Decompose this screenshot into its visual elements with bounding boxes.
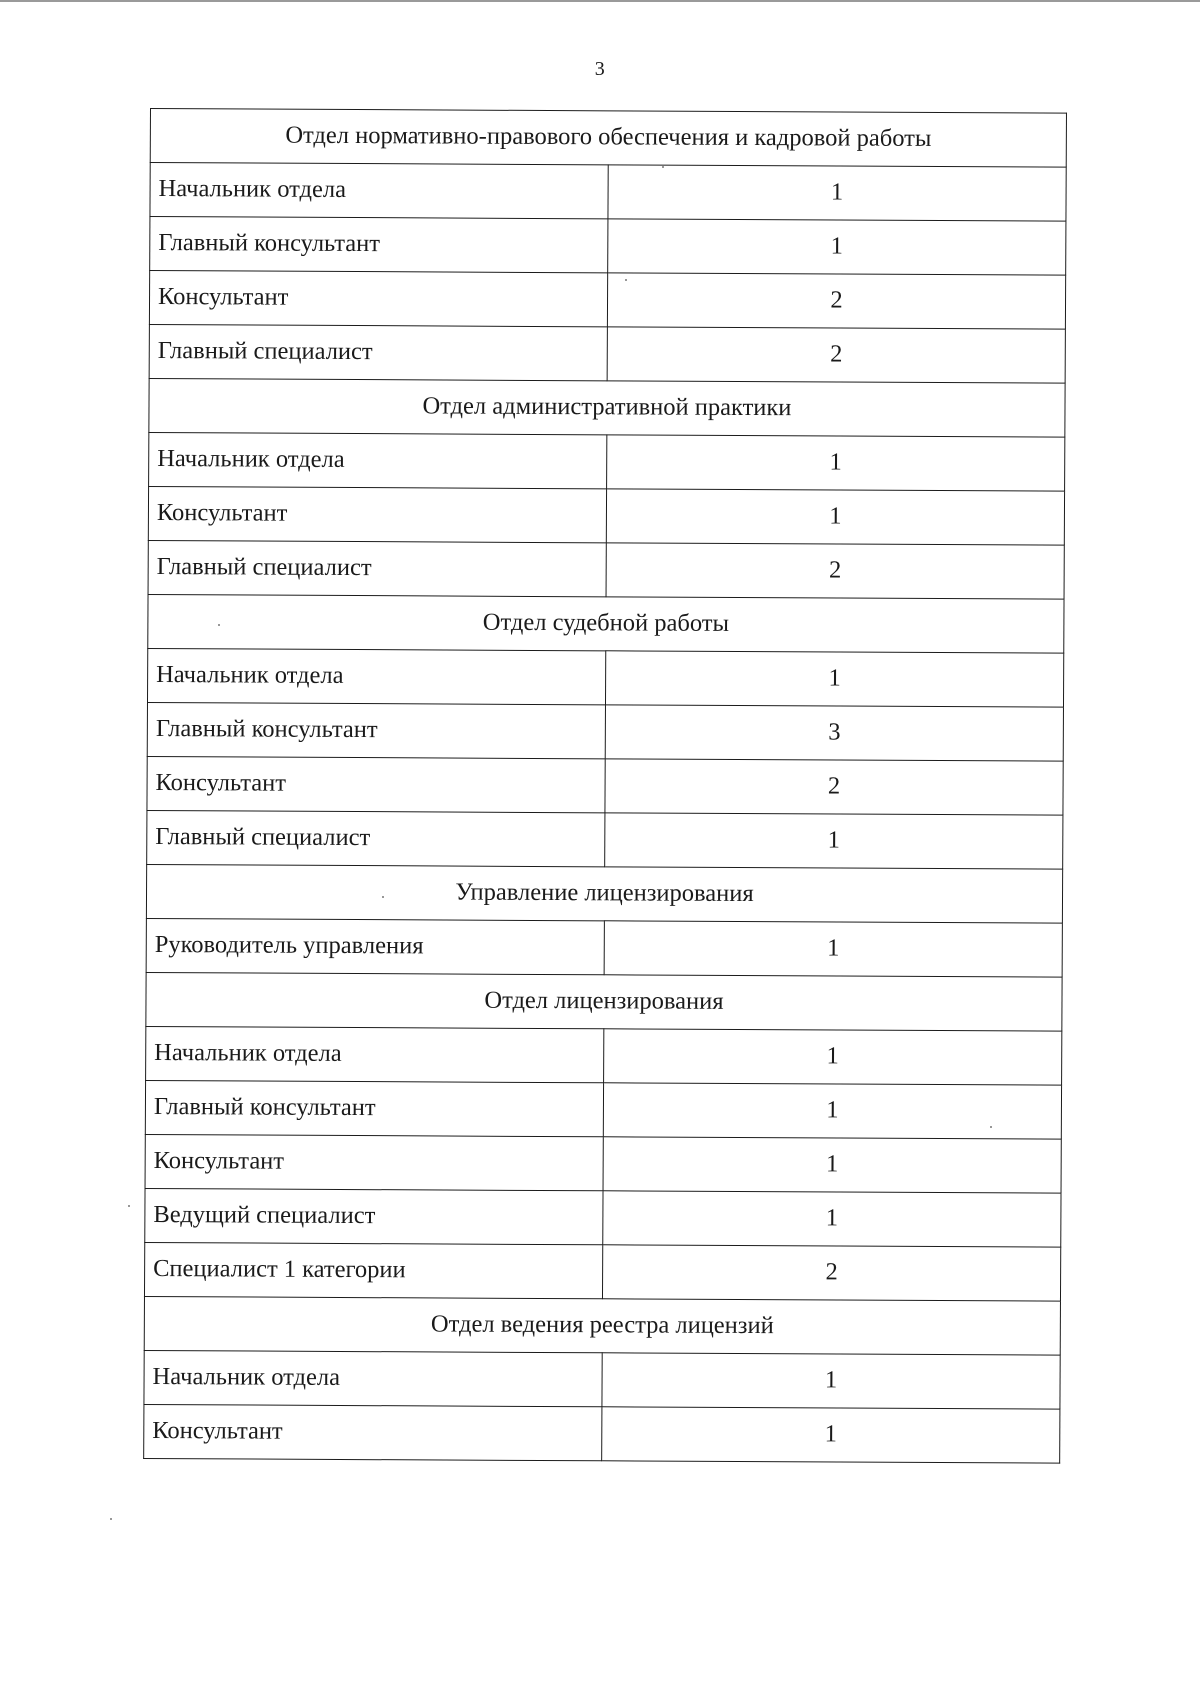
table-row <box>147 810 1063 869</box>
department-title: Отдел административной практики <box>149 378 1065 437</box>
position-count: 2 <box>606 543 1064 599</box>
table-row <box>149 432 1065 491</box>
position-count: 2 <box>607 273 1065 329</box>
table-row <box>144 1404 1060 1463</box>
scan-speck <box>128 1205 130 1207</box>
position-count: 1 <box>604 921 1062 977</box>
page-number: 3 <box>594 58 606 80</box>
table-row <box>150 217 1066 276</box>
position-count: 1 <box>606 489 1064 545</box>
table-row <box>145 1080 1061 1139</box>
position-title: Начальник отдела <box>150 163 608 219</box>
department-title: Отдел судебной работы <box>148 594 1064 653</box>
scan-speck <box>662 166 664 168</box>
position-title: Главный консультант <box>150 217 608 273</box>
position-count: 1 <box>605 651 1063 707</box>
table-row <box>145 1188 1061 1247</box>
position-count: 2 <box>607 327 1065 383</box>
table-row <box>147 648 1063 707</box>
department-title: Управление лицензирования <box>146 864 1062 923</box>
scan-speck <box>990 1126 992 1128</box>
position-title: Главный специалист <box>148 540 606 596</box>
position-title: Ведущий специалист <box>145 1188 603 1244</box>
position-count: 2 <box>605 759 1063 815</box>
position-count: 1 <box>602 1353 1060 1409</box>
position-title: Главный специалист <box>147 810 605 866</box>
position-count: 1 <box>608 219 1066 275</box>
position-count: 1 <box>602 1407 1060 1463</box>
position-count: 1 <box>608 165 1066 221</box>
staffing-table-body <box>144 109 1067 1464</box>
department-title: Отдел нормативно-правового обеспечения и кадровой работы <box>150 109 1066 168</box>
position-count: 1 <box>603 1137 1061 1193</box>
position-count: 1 <box>605 813 1063 869</box>
table-row <box>149 324 1065 383</box>
position-title: Консультант <box>149 271 607 327</box>
section-header-row <box>148 594 1064 653</box>
table-row <box>144 1350 1060 1409</box>
table-row <box>147 756 1063 815</box>
scan-top-edge <box>0 0 1200 2</box>
table-row <box>145 1134 1061 1193</box>
position-title: Начальник отдела <box>147 648 605 704</box>
table-row <box>149 271 1065 330</box>
section-header-row <box>146 864 1062 923</box>
position-title: Начальник отдела <box>144 1350 602 1406</box>
table-row <box>147 702 1063 761</box>
position-count: 3 <box>605 705 1063 761</box>
position-title: Начальник отдела <box>149 432 607 488</box>
department-title: Отдел ведения реестра лицензий <box>144 1296 1060 1355</box>
section-header-row <box>144 1296 1060 1355</box>
position-title: Консультант <box>148 486 606 542</box>
position-count: 1 <box>603 1191 1061 1247</box>
scan-speck <box>625 279 627 281</box>
table-row <box>146 1026 1062 1085</box>
table-row <box>144 1242 1060 1301</box>
position-title: Главный консультант <box>147 702 605 758</box>
table-row <box>148 540 1064 599</box>
table-row <box>148 486 1064 545</box>
position-title: Консультант <box>144 1404 602 1460</box>
position-title: Начальник отдела <box>146 1026 604 1082</box>
department-title: Отдел лицензирования <box>146 972 1062 1031</box>
position-title: Консультант <box>145 1134 603 1190</box>
section-header-row <box>150 109 1066 168</box>
staffing-table <box>143 108 1067 1464</box>
position-title: Консультант <box>147 756 605 812</box>
scan-speck <box>110 1518 112 1520</box>
position-count: 2 <box>602 1245 1060 1301</box>
table-row <box>146 918 1062 977</box>
section-header-row <box>146 972 1062 1031</box>
position-count: 1 <box>607 435 1065 491</box>
position-title: Руководитель управления <box>146 918 604 974</box>
position-count: 1 <box>603 1083 1061 1139</box>
position-title: Специалист 1 категории <box>144 1242 602 1298</box>
position-count: 1 <box>604 1029 1062 1085</box>
table-row <box>150 163 1066 222</box>
scan-speck <box>218 624 220 626</box>
section-header-row <box>149 378 1065 437</box>
position-title: Главный консультант <box>145 1080 603 1136</box>
scan-speck <box>382 896 384 898</box>
position-title: Главный специалист <box>149 324 607 380</box>
